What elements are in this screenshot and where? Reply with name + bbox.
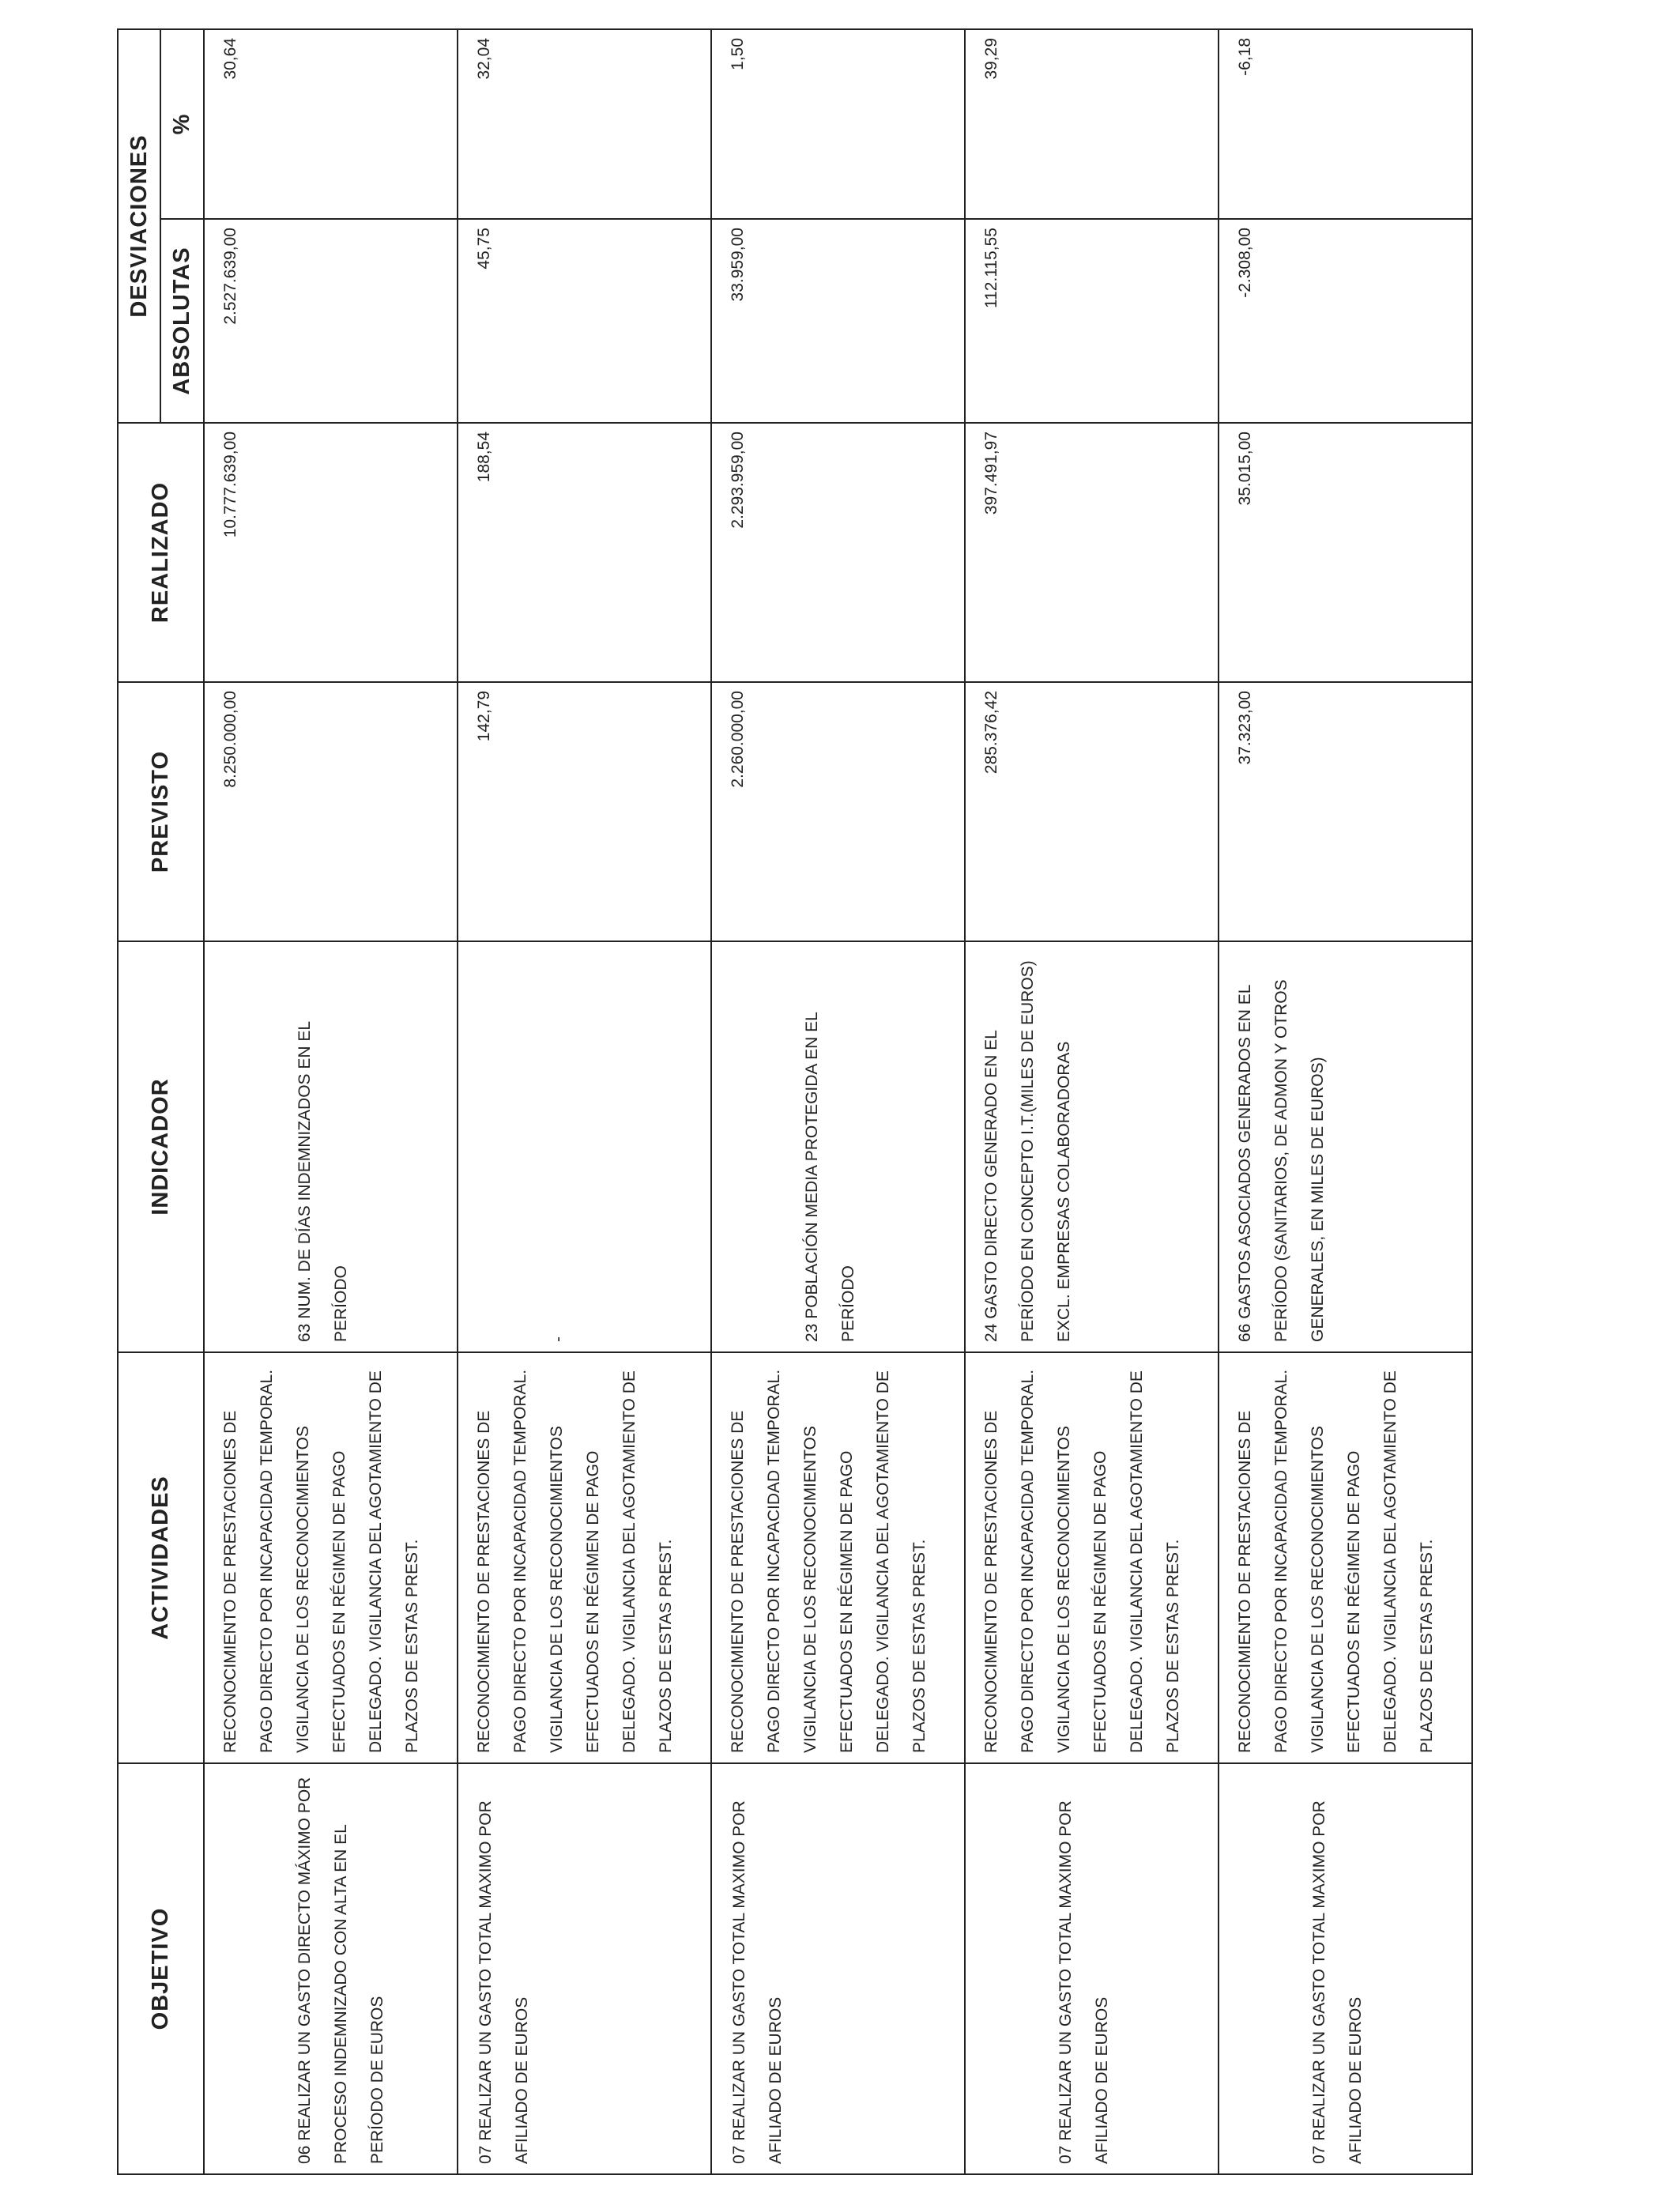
cell-indicador: 66 GASTOS ASOCIADOS GENERADOS EN EL PERÍODO (SANITARIOS, DE ADMON Y OTROS GENERALES, EN MILES DE EUROS) <box>1219 941 1472 1352</box>
cell-absolutas: 112.115,55 <box>965 219 1219 423</box>
cell-actividades: RECONOCIMIENTO DE PRESTACIONES DE PAGO DIRECTO POR INCAPACIDAD TEMPORAL. VIGILANCIA DE LOS RECONOCIMIENTOS EFECTUADOS EN RÉGIMEN DE PAGO DELEGADO. VIGILANCIA DEL AGOTAMIENTO DE PLAZOS DE ESTAS PREST. <box>965 1352 1219 1763</box>
cell-porcentaje: 39,29 <box>965 29 1219 219</box>
cell-previsto: 2.260.000,00 <box>711 682 965 941</box>
cell-realizado: 2.293.959,00 <box>711 423 965 682</box>
cell-objetivo: 06 REALIZAR UN GASTO DIRECTO MÁXIMO POR PROCESO INDEMNIZADO CON ALTA EN EL PERÍODO DE EUROS <box>204 1763 458 2174</box>
header-previsto: PREVISTO <box>118 682 204 941</box>
cell-actividades: RECONOCIMIENTO DE PRESTACIONES DE PAGO DIRECTO POR INCAPACIDAD TEMPORAL. VIGILANCIA DE LOS RECONOCIMIENTOS EFECTUADOS EN RÉGIMEN DE PAGO DELEGADO. VIGILANCIA DEL AGOTAMIENTO DE PLAZOS DE ESTAS PREST. <box>1219 1352 1472 1763</box>
report-table <box>117 28 1473 2175</box>
cell-indicador: 63 NUM. DE DÍAS INDEMNIZADOS EN EL PERÍODO <box>204 941 458 1352</box>
cell-indicador: 23 POBLACIÓN MEDIA PROTEGIDA EN EL PERÍODO <box>711 941 965 1352</box>
cell-previsto: 142,79 <box>458 682 711 941</box>
cell-objetivo: 07 REALIZAR UN GASTO TOTAL MAXIMO POR AFILIADO DE EUROS <box>965 1763 1219 2174</box>
cell-porcentaje: -6,18 <box>1219 29 1472 219</box>
cell-absolutas: -2.308,00 <box>1219 219 1472 423</box>
header-realizado: REALIZADO <box>118 423 204 682</box>
cell-realizado: 35.015,00 <box>1219 423 1472 682</box>
header-indicador: INDICADOR <box>118 941 204 1352</box>
cell-previsto: 8.250.000,00 <box>204 682 458 941</box>
cell-porcentaje: 30,64 <box>204 29 458 219</box>
cell-porcentaje: 32,04 <box>458 29 711 219</box>
cell-objetivo: 07 REALIZAR UN GASTO TOTAL MAXIMO POR AFILIADO DE EUROS <box>458 1763 711 2174</box>
cell-absolutas: 2.527.639,00 <box>204 219 458 423</box>
cell-previsto: 37.323,00 <box>1219 682 1472 941</box>
cell-realizado: 10.777.639,00 <box>204 423 458 682</box>
cell-indicador: 24 GASTO DIRECTO GENERADO EN EL PERÍODO EN CONCEPTO I.T.(MILES DE EUROS) EXCL. EMPRESAS COLABORADORAS <box>965 941 1219 1352</box>
cell-actividades: RECONOCIMIENTO DE PRESTACIONES DE PAGO DIRECTO POR INCAPACIDAD TEMPORAL. VIGILANCIA DE LOS RECONOCIMIENTOS EFECTUADOS EN RÉGIMEN DE PAGO DELEGADO. VIGILANCIA DEL AGOTAMIENTO DE PLAZOS DE ESTAS PREST. <box>711 1352 965 1763</box>
header-objetivo: OBJETIVO <box>118 1763 204 2174</box>
cell-absolutas: 33.959,00 <box>711 219 965 423</box>
table-row <box>204 29 458 2174</box>
cell-actividades: RECONOCIMIENTO DE PRESTACIONES DE PAGO DIRECTO POR INCAPACIDAD TEMPORAL. VIGILANCIA DE LOS RECONOCIMIENTOS EFECTUADOS EN RÉGIMEN DE PAGO DELEGADO. VIGILANCIA DEL AGOTAMIENTO DE PLAZOS DE ESTAS PREST. <box>204 1352 458 1763</box>
header-actividades: ACTIVIDADES <box>118 1352 204 1763</box>
cell-realizado: 188,54 <box>458 423 711 682</box>
cell-previsto: 285.376,42 <box>965 682 1219 941</box>
cell-porcentaje: 1,50 <box>711 29 965 219</box>
header-porcentaje: % <box>160 29 204 219</box>
cell-objetivo: 07 REALIZAR UN GASTO TOTAL MAXIMO POR AFILIADO DE EUROS <box>1219 1763 1472 2174</box>
table-row <box>1219 29 1472 2174</box>
cell-indicador: - <box>458 941 711 1352</box>
table-row <box>458 29 711 2174</box>
cell-objetivo: 07 REALIZAR UN GASTO TOTAL MAXIMO POR AFILIADO DE EUROS <box>711 1763 965 2174</box>
table-row <box>965 29 1219 2174</box>
table-row <box>711 29 965 2174</box>
cell-absolutas: 45,75 <box>458 219 711 423</box>
header-desviaciones: DESVIACIONES <box>118 29 160 423</box>
header-absolutas: ABSOLUTAS <box>160 219 204 423</box>
cell-actividades: RECONOCIMIENTO DE PRESTACIONES DE PAGO DIRECTO POR INCAPACIDAD TEMPORAL. VIGILANCIA DE LOS RECONOCIMIENTOS EFECTUADOS EN RÉGIMEN DE PAGO DELEGADO. VIGILANCIA DEL AGOTAMIENTO DE PLAZOS DE ESTAS PREST. <box>458 1352 711 1763</box>
cell-realizado: 397.491,97 <box>965 423 1219 682</box>
